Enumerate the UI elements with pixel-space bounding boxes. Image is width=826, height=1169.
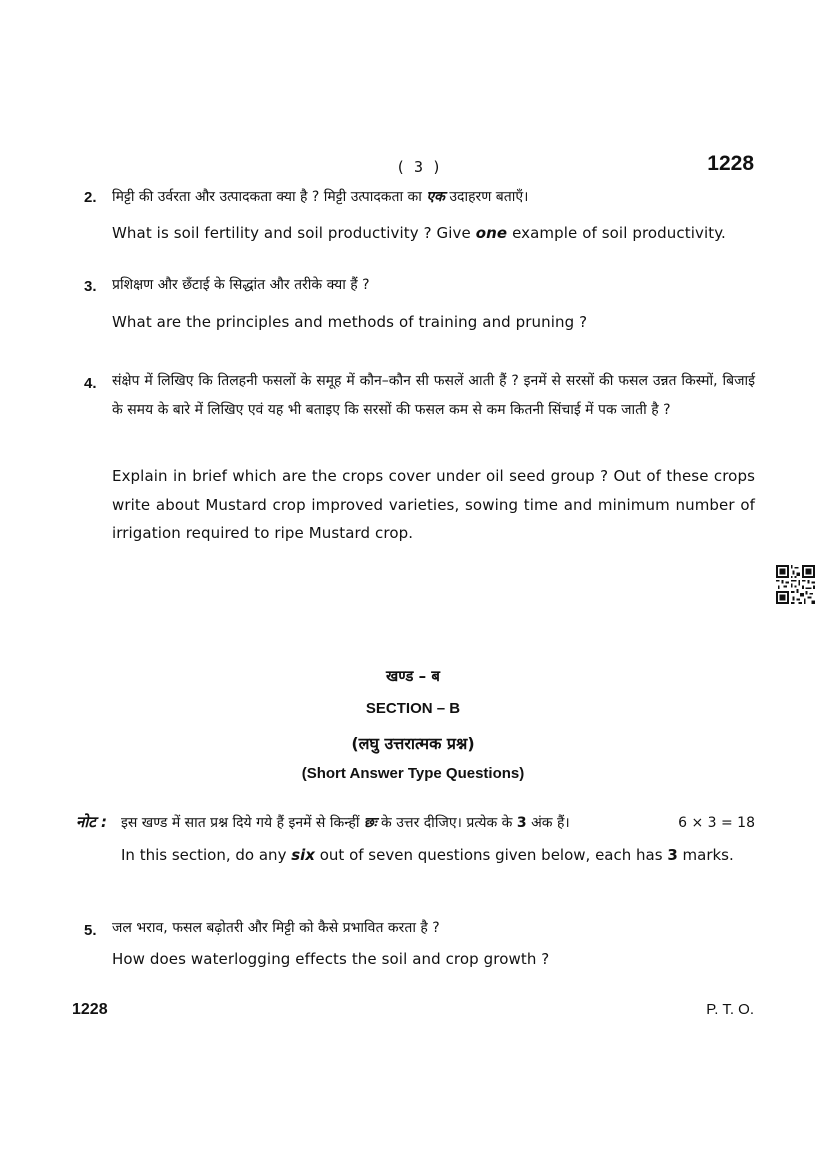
section-hindi-title: खण्ड – ब <box>386 667 440 685</box>
section-hindi-subtitle: (लघु उत्तरात्मक प्रश्न) <box>351 734 475 753</box>
question-5-hindi: जल भराव, फसल बढ़ोतरी और मिट्टी को कैसे प्रभावित करता है ? <box>112 920 440 936</box>
question-3-english: What are the principles and methods of training and pruning ? <box>112 313 588 331</box>
note-english-emphasis: six <box>291 846 315 864</box>
qr-code-image <box>776 565 815 604</box>
pto-text: P. T. O. <box>706 1001 754 1018</box>
note-hindi-emphasis: छः <box>363 815 377 831</box>
question-2-english: What is soil fertility and soil productivity ? Give one example of soil productivity. <box>112 224 726 242</box>
paper-code-header: 1228 <box>707 152 754 175</box>
question-5-english: How does waterlogging effects the soil and crop growth ? <box>112 950 550 968</box>
question-2-number: 2. <box>84 189 97 206</box>
paper-code-footer: 1228 <box>72 1001 108 1018</box>
question-4-hindi: संक्षेप में लिखिए कि तिलहनी फसलों के समूह में कौन–कौन सी फसलें आती हैं ? इनमें से सरसों की फसल उन्नत किस्मों, बिजाई के समय के बारे में लिखिए एवं यह भी बताइए कि सरसों की फसल कम से कम कितनी सिंचाई में पक जाती है ? <box>112 373 755 418</box>
note-hindi: 6 × 3 = 18 इस खण्ड में सात प्रश्न दिये गये हैं इनमें से किन्हीं छः के उत्तर दीजिए। प्रत्येक के 3 अंक हैं। <box>121 809 755 837</box>
question-5-number: 5. <box>84 922 97 939</box>
section-english-title: SECTION – B <box>365 700 461 717</box>
note-marks: 6 × 3 = 18 <box>678 815 755 831</box>
question-4-english: Explain in brief which are the crops cover under oil seed group ? Out of these crops write about Mustard crop improved varieties, sowing time and minimum number of irrigation required to ripe Mustard crop. <box>112 467 755 542</box>
question-2-english-emphasis: one <box>475 224 508 242</box>
question-3-hindi: प्रशिक्षण और छँटाई के सिद्धांत और तरीके क्या हैं ? <box>112 277 370 293</box>
question-3-number: 3. <box>84 278 97 295</box>
question-2-hindi-emphasis: एक <box>426 189 445 205</box>
note-label: नोट : <box>76 813 107 831</box>
question-2-hindi: मिट्टी की उर्वरता और उत्पादकता क्या है ? मिट्टी उत्पादकता का एक उदाहरण बताएँ। <box>112 189 529 205</box>
question-4-number: 4. <box>84 375 97 392</box>
page-number: ( 3 ) <box>396 158 442 176</box>
note-english: In this section, do any six out of seven questions given below, each has 3 marks. <box>121 846 734 864</box>
section-english-subtitle: (Short Answer Type Questions) <box>301 765 525 782</box>
